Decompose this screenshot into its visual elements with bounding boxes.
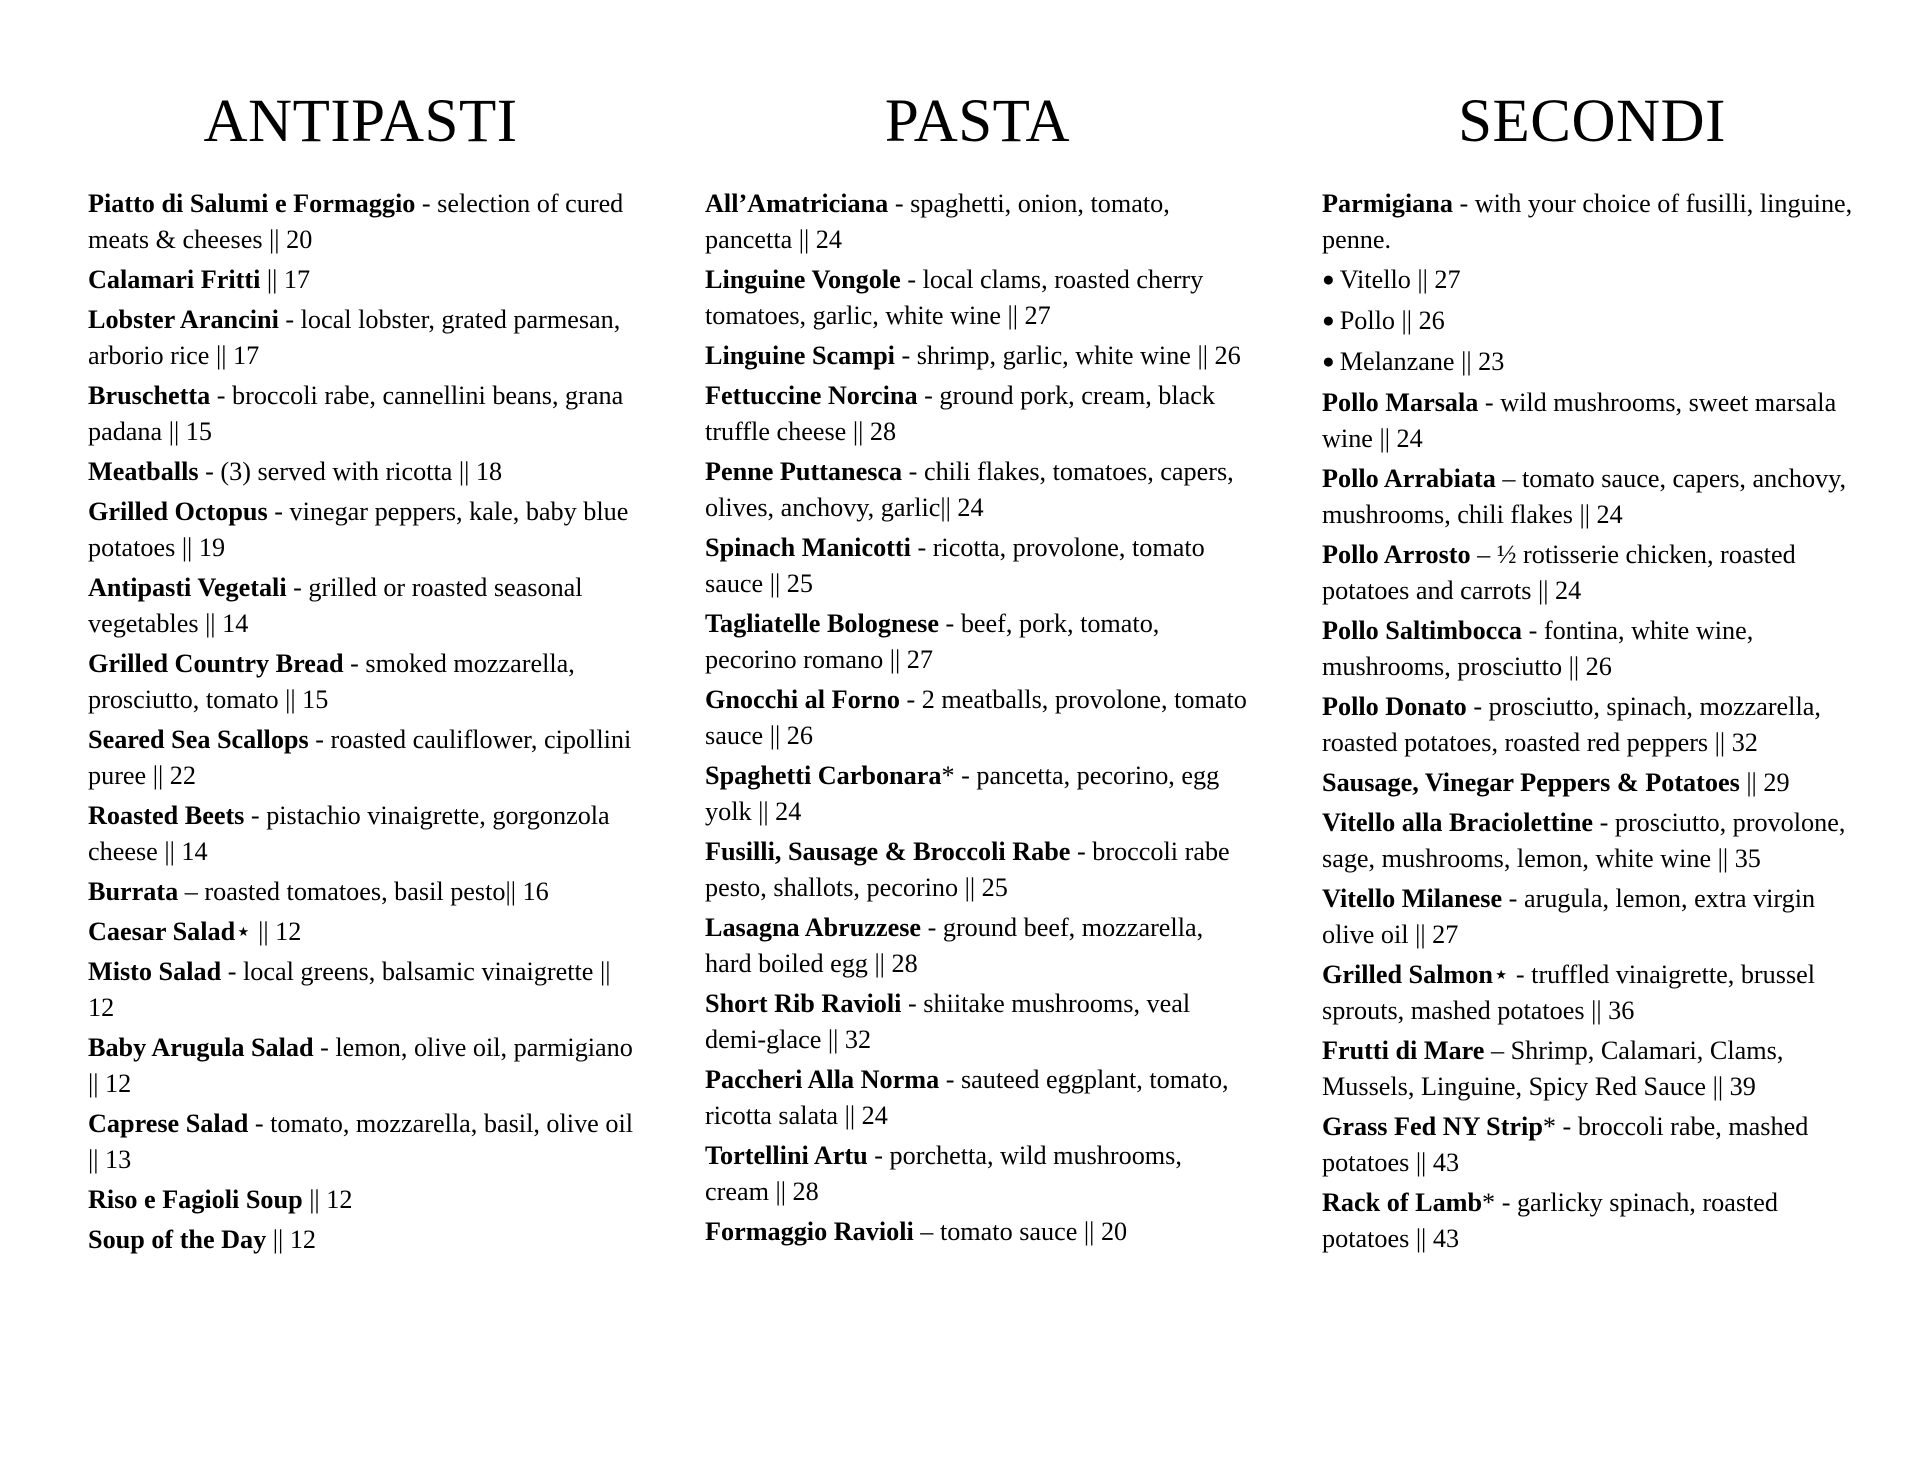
dish-name: Parmigiana [1322, 189, 1453, 218]
menu-item [705, 454, 1250, 526]
dish-description: - ground beef, mozzarella, hard boiled egg || 28 [705, 913, 1204, 978]
dish-description: - grilled or roasted seasonal vegetables || 14 [88, 573, 583, 638]
menu-item [1322, 881, 1862, 953]
menu-item [88, 646, 633, 718]
dish-description: - local lobster, grated parmesan, arborio rice || 17 [88, 305, 621, 370]
dish-name: Roasted Beets [88, 801, 245, 830]
dish-description: - sauteed eggplant, tomato, ricotta salata || 24 [705, 1065, 1229, 1130]
menu-item [88, 378, 633, 450]
dish-description: ⋆ - truffled vinaigrette, brussel sprouts, mashed potatoes || 36 [1322, 960, 1816, 1025]
menu-item [705, 1214, 1250, 1250]
menu-item [705, 834, 1250, 906]
dish-description: - broccoli rabe pesto, shallots, pecorino || 25 [705, 837, 1230, 902]
bullet-icon: ● [1322, 349, 1335, 373]
section-antipasti [88, 84, 633, 1262]
dish-description: - spaghetti, onion, tomato, pancetta || 24 [705, 189, 1170, 254]
menu-item [88, 262, 633, 298]
menu-item [1322, 1185, 1862, 1257]
dish-description: - ground pork, cream, black truffle cheese || 28 [705, 381, 1216, 446]
dish-name: Paccheri Alla Norma [705, 1065, 940, 1094]
menu-item [88, 302, 633, 374]
dish-name: Linguine Scampi [705, 341, 895, 370]
dish-name: Pollo Arrabiata [1322, 464, 1496, 493]
menu-item [88, 874, 633, 910]
menu-item [705, 378, 1250, 450]
dish-description: - beef, pork, tomato, pecorino romano || 27 [705, 609, 1160, 674]
dish-name: Calamari Fritti [88, 265, 261, 294]
dish-name: Penne Puttanesca [705, 457, 903, 486]
dish-description: || 12 [302, 1185, 353, 1214]
dish-name: Burrata [88, 877, 179, 906]
menu-item [705, 1062, 1250, 1134]
dish-name: Seared Sea Scallops [88, 725, 309, 754]
menu-item [88, 494, 633, 566]
dish-description: – roasted tomatoes, basil pesto|| 16 [178, 877, 549, 906]
menu-item [88, 1030, 633, 1102]
dish-description: - with your choice of fusilli, linguine, penne. [1322, 189, 1853, 254]
dish-name: Tagliatelle Bolognese [705, 609, 939, 638]
dish-name: Baby Arugula Salad [88, 1033, 314, 1062]
dish-description: - porchetta, wild mushrooms, cream || 28 [705, 1141, 1182, 1206]
dish-description: – tomato sauce || 20 [913, 1217, 1128, 1246]
menu-item [705, 758, 1250, 830]
dish-name: Fettuccine Norcina [705, 381, 918, 410]
menu-item [1322, 537, 1862, 609]
bullet-icon: ● [1322, 267, 1335, 291]
dish-description: * - garlicky spinach, roasted potatoes || 43 [1322, 1188, 1779, 1253]
dish-description: - pistachio vinaigrette, gorgonzola cheese || 14 [88, 801, 610, 866]
section-secondi [1322, 84, 1862, 1261]
menu-item [705, 530, 1250, 602]
dish-description: - broccoli rabe, cannellini beans, grana padana || 15 [88, 381, 624, 446]
menu-sub-item [1322, 344, 1862, 381]
menu-item [1322, 613, 1862, 685]
dish-name: Linguine Vongole [705, 265, 901, 294]
dish-name: Tortellini Artu [705, 1141, 868, 1170]
section-title: PASTA [884, 88, 1071, 155]
dish-description: ⋆ || 12 [235, 917, 302, 946]
dish-description: - arugula, lemon, extra virgin olive oil || 27 [1322, 884, 1816, 949]
dish-description: - ricotta, provolone, tomato sauce || 25 [705, 533, 1205, 598]
menu-item [705, 986, 1250, 1058]
dish-name: Pollo Marsala [1322, 388, 1479, 417]
dish-name: Pollo Arrosto [1322, 540, 1471, 569]
menu-item [1322, 385, 1862, 457]
dish-name: All’Amatriciana [705, 189, 889, 218]
menu-item [705, 186, 1250, 258]
dish-description: - shiitake mushrooms, veal demi-glace || 32 [705, 989, 1191, 1054]
menu-item [705, 1138, 1250, 1210]
dish-name: Lasagna Abruzzese [705, 913, 922, 942]
section-pasta [705, 84, 1250, 1254]
dish-name: Soup of the Day [88, 1225, 267, 1254]
menu-item [1322, 689, 1862, 761]
dish-name: Misto Salad [88, 957, 222, 986]
menu-item [88, 1106, 633, 1178]
menu-item [88, 186, 633, 258]
menu-sub-item [1322, 262, 1862, 299]
dish-description: Melanzane || 23 [1339, 347, 1505, 376]
dish-description: Vitello || 27 [1339, 265, 1461, 294]
dish-name: Caprese Salad [88, 1109, 249, 1138]
dish-name: Formaggio Ravioli [705, 1217, 914, 1246]
section-title: SECONDI [1458, 88, 1726, 155]
menu-item [705, 262, 1250, 334]
dish-description: - tomato, mozzarella, basil, olive oil || 13 [88, 1109, 633, 1174]
dish-name: Grilled Country Bread [88, 649, 344, 678]
dish-name: Gnocchi al Forno [705, 685, 900, 714]
dish-name: Vitello Milanese [1322, 884, 1503, 913]
dish-name: Spaghetti Carbonara [705, 761, 942, 790]
menu-sub-item [1322, 303, 1862, 340]
menu-item [88, 454, 633, 490]
dish-name: Vitello alla Braciolettine [1322, 808, 1594, 837]
dish-description: - prosciutto, spinach, mozzarella, roasted potatoes, roasted red peppers || 32 [1322, 692, 1821, 757]
menu-item [88, 1222, 633, 1258]
dish-name: Grilled Octopus [88, 497, 268, 526]
menu-item [88, 914, 633, 950]
dish-name: Grass Fed NY Strip [1322, 1112, 1543, 1141]
menu-item [88, 954, 633, 1026]
menu-item [705, 682, 1250, 754]
dish-description: * - broccoli rabe, mashed potatoes || 43 [1322, 1112, 1809, 1177]
dish-name: Pollo Saltimbocca [1322, 616, 1523, 645]
dish-description: – ½ rotisserie chicken, roasted potatoes and carrots || 24 [1322, 540, 1796, 605]
dish-description: - fontina, white wine, mushrooms, prosciutto || 26 [1322, 616, 1754, 681]
dish-description: || 29 [1739, 768, 1790, 797]
dish-description: - selection of cured meats & cheeses || 20 [88, 189, 624, 254]
dish-name: Lobster Arancini [88, 305, 279, 334]
dish-description: || 12 [266, 1225, 317, 1254]
dish-description: - vinegar peppers, kale, baby blue potatoes || 19 [88, 497, 629, 562]
dish-name: Spinach Manicotti [705, 533, 911, 562]
dish-description: - chili flakes, tomatoes, capers, olives, anchovy, garlic|| 24 [705, 457, 1234, 522]
menu-item [705, 606, 1250, 678]
menu-list [88, 186, 633, 1258]
dish-name: Sausage, Vinegar Peppers & Potatoes [1322, 768, 1740, 797]
dish-name: Grilled Salmon [1322, 960, 1493, 989]
menu-item [1322, 765, 1862, 801]
dish-name: Fusilli, Sausage & Broccoli Rabe [705, 837, 1071, 866]
menu-item [88, 1182, 633, 1218]
menu-item [1322, 1033, 1862, 1105]
menu-item [1322, 186, 1862, 258]
dish-name: Piatto di Salumi e Formaggio [88, 189, 416, 218]
menu-item [705, 910, 1250, 982]
menu-item [88, 570, 633, 642]
dish-description: || 17 [260, 265, 311, 294]
dish-description: - smoked mozzarella, prosciutto, tomato || 15 [88, 649, 575, 714]
dish-description: - (3) served with ricotta || 18 [198, 457, 503, 486]
dish-name: Antipasti Vegetali [88, 573, 287, 602]
bullet-icon: ● [1322, 308, 1335, 332]
menu-item [1322, 461, 1862, 533]
dish-name: Pollo Donato [1322, 692, 1467, 721]
dish-name: Frutti di Mare [1322, 1036, 1485, 1065]
dish-description: - roasted cauliflower, cipollini puree || 22 [88, 725, 632, 790]
dish-name: Bruschetta [88, 381, 211, 410]
dish-name: Caesar Salad [88, 917, 236, 946]
dish-description: – tomato sauce, capers, anchovy, mushrooms, chili flakes || 24 [1322, 464, 1847, 529]
dish-name: Riso e Fagioli Soup [88, 1185, 303, 1214]
dish-name: Meatballs [88, 457, 199, 486]
menu-item [88, 798, 633, 870]
menu-list [1322, 186, 1862, 1257]
dish-description: - prosciutto, provolone, sage, mushrooms, lemon, white wine || 35 [1322, 808, 1846, 873]
dish-name: Rack of Lamb [1322, 1188, 1483, 1217]
menu-item [1322, 805, 1862, 877]
menu-item [1322, 957, 1862, 1029]
dish-description: - local greens, balsamic vinaigrette || 12 [88, 957, 611, 1022]
dish-description: - shrimp, garlic, white wine || 26 [894, 341, 1241, 370]
dish-description: - 2 meatballs, provolone, tomato sauce || 26 [705, 685, 1247, 750]
section-title: ANTIPASTI [203, 88, 518, 155]
menu-list [705, 186, 1250, 1250]
dish-description: - wild mushrooms, sweet marsala wine || 24 [1322, 388, 1837, 453]
menu-item [1322, 1109, 1862, 1181]
menu-item [705, 338, 1250, 374]
dish-description: * - pancetta, pecorino, egg yolk || 24 [705, 761, 1220, 826]
dish-description: - lemon, olive oil, parmigiano || 12 [88, 1033, 633, 1098]
dish-name: Short Rib Ravioli [705, 989, 902, 1018]
dish-description: Pollo || 26 [1339, 306, 1445, 335]
dish-description: – Shrimp, Calamari, Clams, Mussels, Linguine, Spicy Red Sauce || 39 [1322, 1036, 1784, 1101]
dish-description: - local clams, roasted cherry tomatoes, garlic, white wine || 27 [705, 265, 1204, 330]
menu-item [88, 722, 633, 794]
